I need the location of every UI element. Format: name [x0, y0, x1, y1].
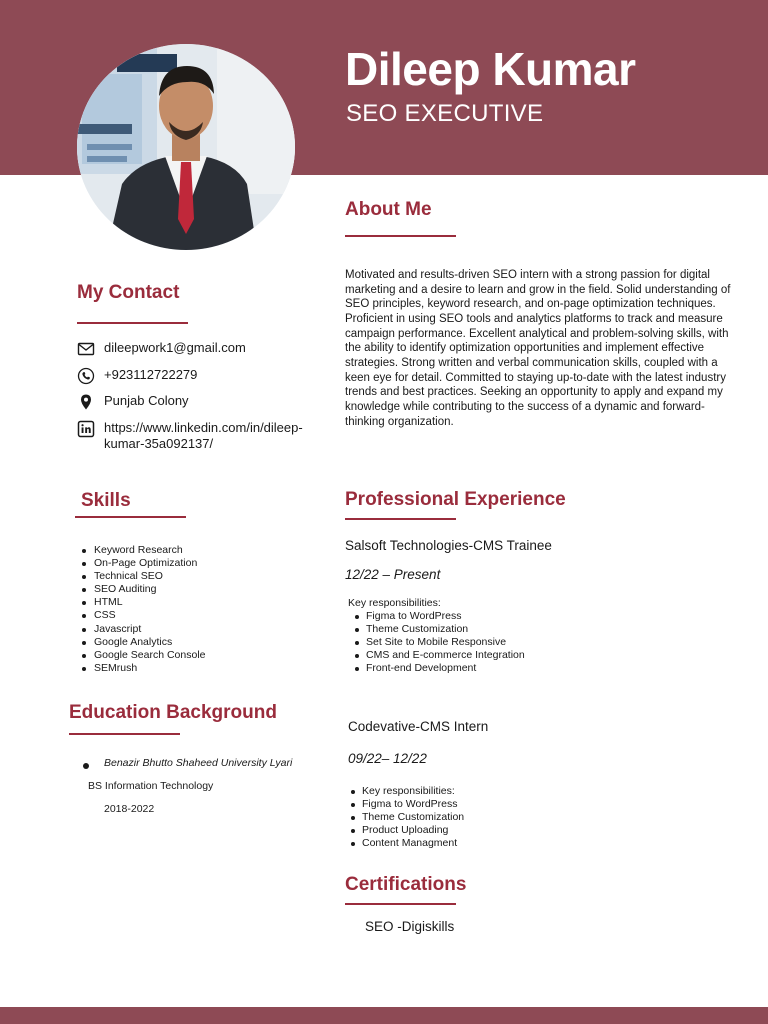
about-heading: About Me — [345, 199, 432, 220]
experience-heading: Professional Experience — [345, 489, 566, 510]
linkedin-icon — [77, 420, 95, 438]
skills-heading: Skills — [81, 490, 131, 511]
education-degree: BS Information Technology — [88, 780, 214, 792]
skills-list — [94, 544, 206, 675]
phone-icon — [77, 367, 95, 385]
list-item: Figma to WordPress — [366, 610, 525, 623]
experience-divider — [345, 518, 456, 520]
skills-divider — [75, 516, 186, 518]
skill-item: SEO Auditing — [94, 583, 206, 596]
phone-text: +923112722279 — [104, 367, 198, 382]
list-item: Theme Customization — [362, 811, 465, 823]
list-item: Theme Customization — [366, 623, 525, 636]
mail-icon — [77, 340, 95, 358]
certifications-divider — [345, 903, 456, 905]
footer-band — [0, 1007, 768, 1024]
about-text: Motivated and results-driven SEO intern with a strong passion for digital marketing and a desire to learn and grow in the field. Solid understanding of SEO principles, keyword research, and on-page optimization techniques. Proficient in using SEO tools and analytics platforms to track and measure campaign performance. Excellent analytical and problem-solving skills, with the ability to identify optimization opportunities and implement effective strategies. Strong written and verbal communication skills, coupled with a keen eye for detail. Committed to staying up-to-date with the latest industry trends and best practices. Seeking an opportunity to apply and expand my knowledge while contributing to the success of a dynamic and forward-thinking organization. — [345, 269, 731, 428]
list-item: CMS and E-commerce Integration — [366, 649, 525, 661]
skill-item: Keyword Research — [94, 544, 206, 557]
contact-location — [77, 393, 189, 411]
linkedin-link[interactable]: https://www.linkedin.com/in/dileep-kumar-35a092137/ — [104, 420, 303, 451]
certification-item: SEO -Digiskills — [365, 919, 455, 934]
candidate-name: Dileep Kumar — [345, 43, 636, 95]
education-divider — [69, 733, 180, 735]
job-dates: 09/22– 12/22 — [348, 751, 427, 766]
skill-item: HTML — [94, 596, 206, 609]
location-text: Punjab Colony — [104, 393, 189, 408]
skill-item: Google Analytics — [94, 636, 206, 649]
location-pin-icon — [77, 393, 95, 411]
contact-phone — [77, 367, 197, 385]
education-bullet — [83, 763, 89, 769]
skill-item: SEMrush — [94, 662, 206, 675]
job-dates: 12/22 – Present — [345, 567, 441, 582]
list-item: Content Managment — [362, 837, 464, 850]
skill-item: Technical SEO — [94, 570, 206, 583]
contact-email — [77, 340, 246, 358]
profile-photo — [77, 44, 295, 250]
education-school: Benazir Bhutto Shaheed University Lyari — [104, 757, 293, 769]
list-item: Product Uploading — [362, 824, 464, 837]
email-text[interactable]: dileepwork1@gmail.com — [104, 340, 246, 355]
job-title: SEO EXECUTIVE — [346, 100, 544, 127]
list-item: Front-end Development — [366, 662, 525, 675]
contact-heading: My Contact — [77, 282, 180, 303]
contact-linkedin — [77, 420, 309, 452]
contact-divider — [77, 322, 188, 324]
skill-item: CSS — [94, 609, 206, 622]
responsibilities-label: Key responsibilities: — [348, 597, 441, 609]
list-item: Figma to WordPress — [362, 798, 464, 811]
skill-item: Javascript — [94, 623, 206, 636]
education-heading: Education Background — [69, 702, 277, 723]
responsibilities-list — [362, 798, 464, 850]
list-item: Set Site to Mobile Responsive — [366, 636, 525, 649]
responsibilities-list — [366, 610, 525, 675]
education-years: 2018-2022 — [104, 803, 155, 815]
skill-item: On-Page Optimization — [94, 557, 206, 570]
job-company: Codevative-CMS Intern — [348, 719, 489, 734]
about-divider — [345, 235, 456, 237]
responsibilities-label: Key responsibilities: — [362, 785, 455, 797]
job-company: Salsoft Technologies-CMS Trainee — [345, 538, 552, 553]
skill-item: Google Search Console — [94, 648, 206, 661]
certifications-heading: Certifications — [345, 874, 467, 895]
